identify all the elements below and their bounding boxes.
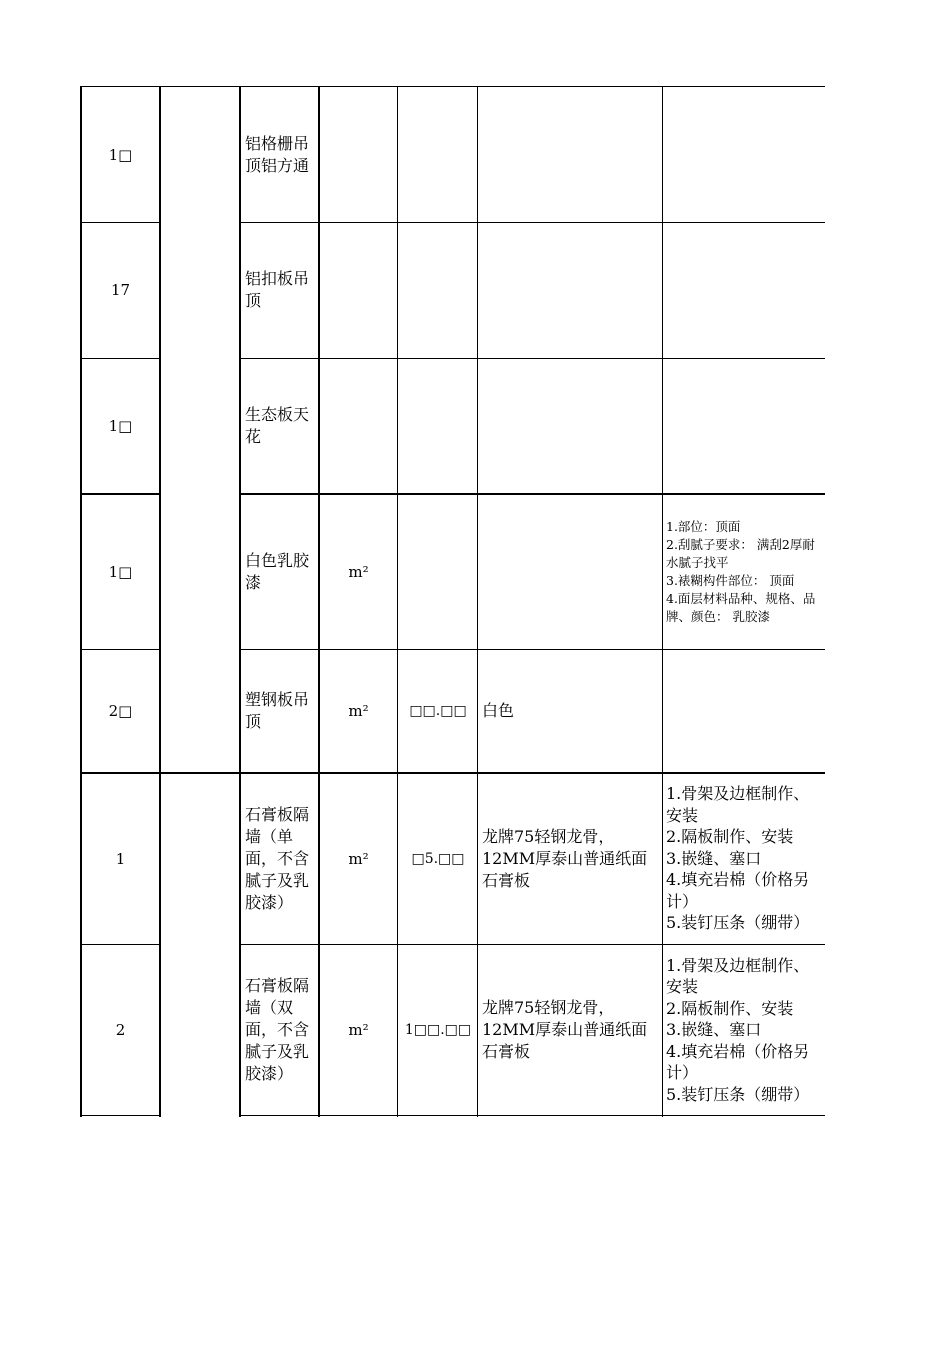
grid-line-vertical: [239, 86, 241, 1117]
item-work-content: 1.骨架及边框制作、安装 2.隔板制作、安装 3.嵌缝、塞口 4.填充岩棉（价格另计） 5.装钉压条（绷带）: [666, 955, 810, 1104]
item-work-content: [663, 87, 825, 222]
item-quantity: [398, 222, 478, 358]
row-number: 2: [115, 1021, 126, 1039]
item-quantity: □5.□□: [411, 850, 465, 867]
item-quantity: 1□□.□□: [404, 1022, 472, 1038]
row-number: 1□: [108, 145, 133, 164]
row-number: 17: [110, 281, 131, 299]
item-work-content: [663, 649, 825, 773]
item-name: 铝扣板吊顶: [245, 269, 310, 310]
item-name: 生态板天花: [245, 405, 310, 446]
item-name: 铝格栅吊顶铝方通: [245, 133, 310, 175]
item-work-content: [663, 222, 825, 358]
row-number: 1: [115, 849, 126, 868]
grid-line-vertical: [80, 86, 82, 1117]
item-spec: [478, 494, 663, 649]
grid-line-horizontal: [239, 222, 825, 223]
item-work-content: 1.骨架及边框制作、安装 2.隔板制作、安装 3.嵌缝、塞口 4.填充岩棉（价格另计） 5.装钉压条（绷带）: [666, 784, 810, 933]
grid-line-vertical: [477, 86, 478, 1117]
grid-line-horizontal: [239, 358, 825, 359]
item-unit: m²: [348, 562, 369, 581]
item-unit: [319, 358, 398, 494]
item-unit: [319, 87, 398, 222]
item-unit: m²: [348, 1021, 369, 1039]
grid-line-horizontal: [80, 944, 160, 945]
grid-line-horizontal: [239, 493, 825, 495]
grid-line-horizontal: [239, 944, 825, 945]
row-number: 1□: [108, 562, 133, 581]
item-quantity: [398, 494, 478, 649]
grid-line-vertical: [159, 86, 161, 1117]
item-spec: [478, 87, 663, 222]
item-quantity: [398, 358, 478, 494]
item-spec: [478, 358, 663, 494]
item-spec: 龙牌75轻钢龙骨，12MM厚泰山普通纸面石膏板: [482, 998, 648, 1061]
item-name: 塑钢板吊顶: [245, 690, 310, 731]
grid-line-horizontal: [80, 222, 160, 223]
item-spec: 白色: [482, 701, 515, 720]
grid-line-horizontal: [239, 1115, 825, 1116]
item-spec: [478, 222, 663, 358]
grid-line-vertical: [397, 86, 398, 1117]
grid-line-vertical: [318, 86, 320, 1117]
grid-line-horizontal: [80, 493, 160, 495]
item-unit: [319, 222, 398, 358]
grid-line-horizontal: [80, 86, 825, 87]
item-quantity: [398, 87, 478, 222]
item-quantity: □□.□□: [409, 703, 467, 719]
item-unit: m²: [348, 849, 369, 868]
item-unit: m²: [348, 702, 369, 720]
grid-line-horizontal: [80, 649, 160, 650]
item-name: 石膏板隔墙（单面，不含腻子及乳胶漆）: [245, 804, 310, 912]
item-work-content: 1.部位：顶面 2.刮腻子要求： 满刮2厚耐水腻子找平 3.裱糊构件部位： 顶面 4.面层材料品种、规格、品牌、颜色： 乳胶漆: [666, 518, 816, 624]
grid-line-horizontal: [239, 649, 825, 650]
item-spec: 龙牌75轻钢龙骨，12MM厚泰山普通纸面石膏板: [482, 826, 648, 890]
grid-line-horizontal: [80, 1115, 161, 1116]
row-number: 2□: [108, 702, 133, 720]
grid-line-horizontal: [80, 358, 160, 359]
item-name: 白色乳胶漆: [245, 550, 310, 592]
item-name: 石膏板隔墙（双面，不含腻子及乳胶漆）: [245, 976, 310, 1083]
grid-line-vertical: [662, 86, 663, 1117]
item-work-content: [663, 358, 825, 494]
grid-line-horizontal: [80, 772, 825, 774]
row-number: 1□: [108, 417, 133, 435]
